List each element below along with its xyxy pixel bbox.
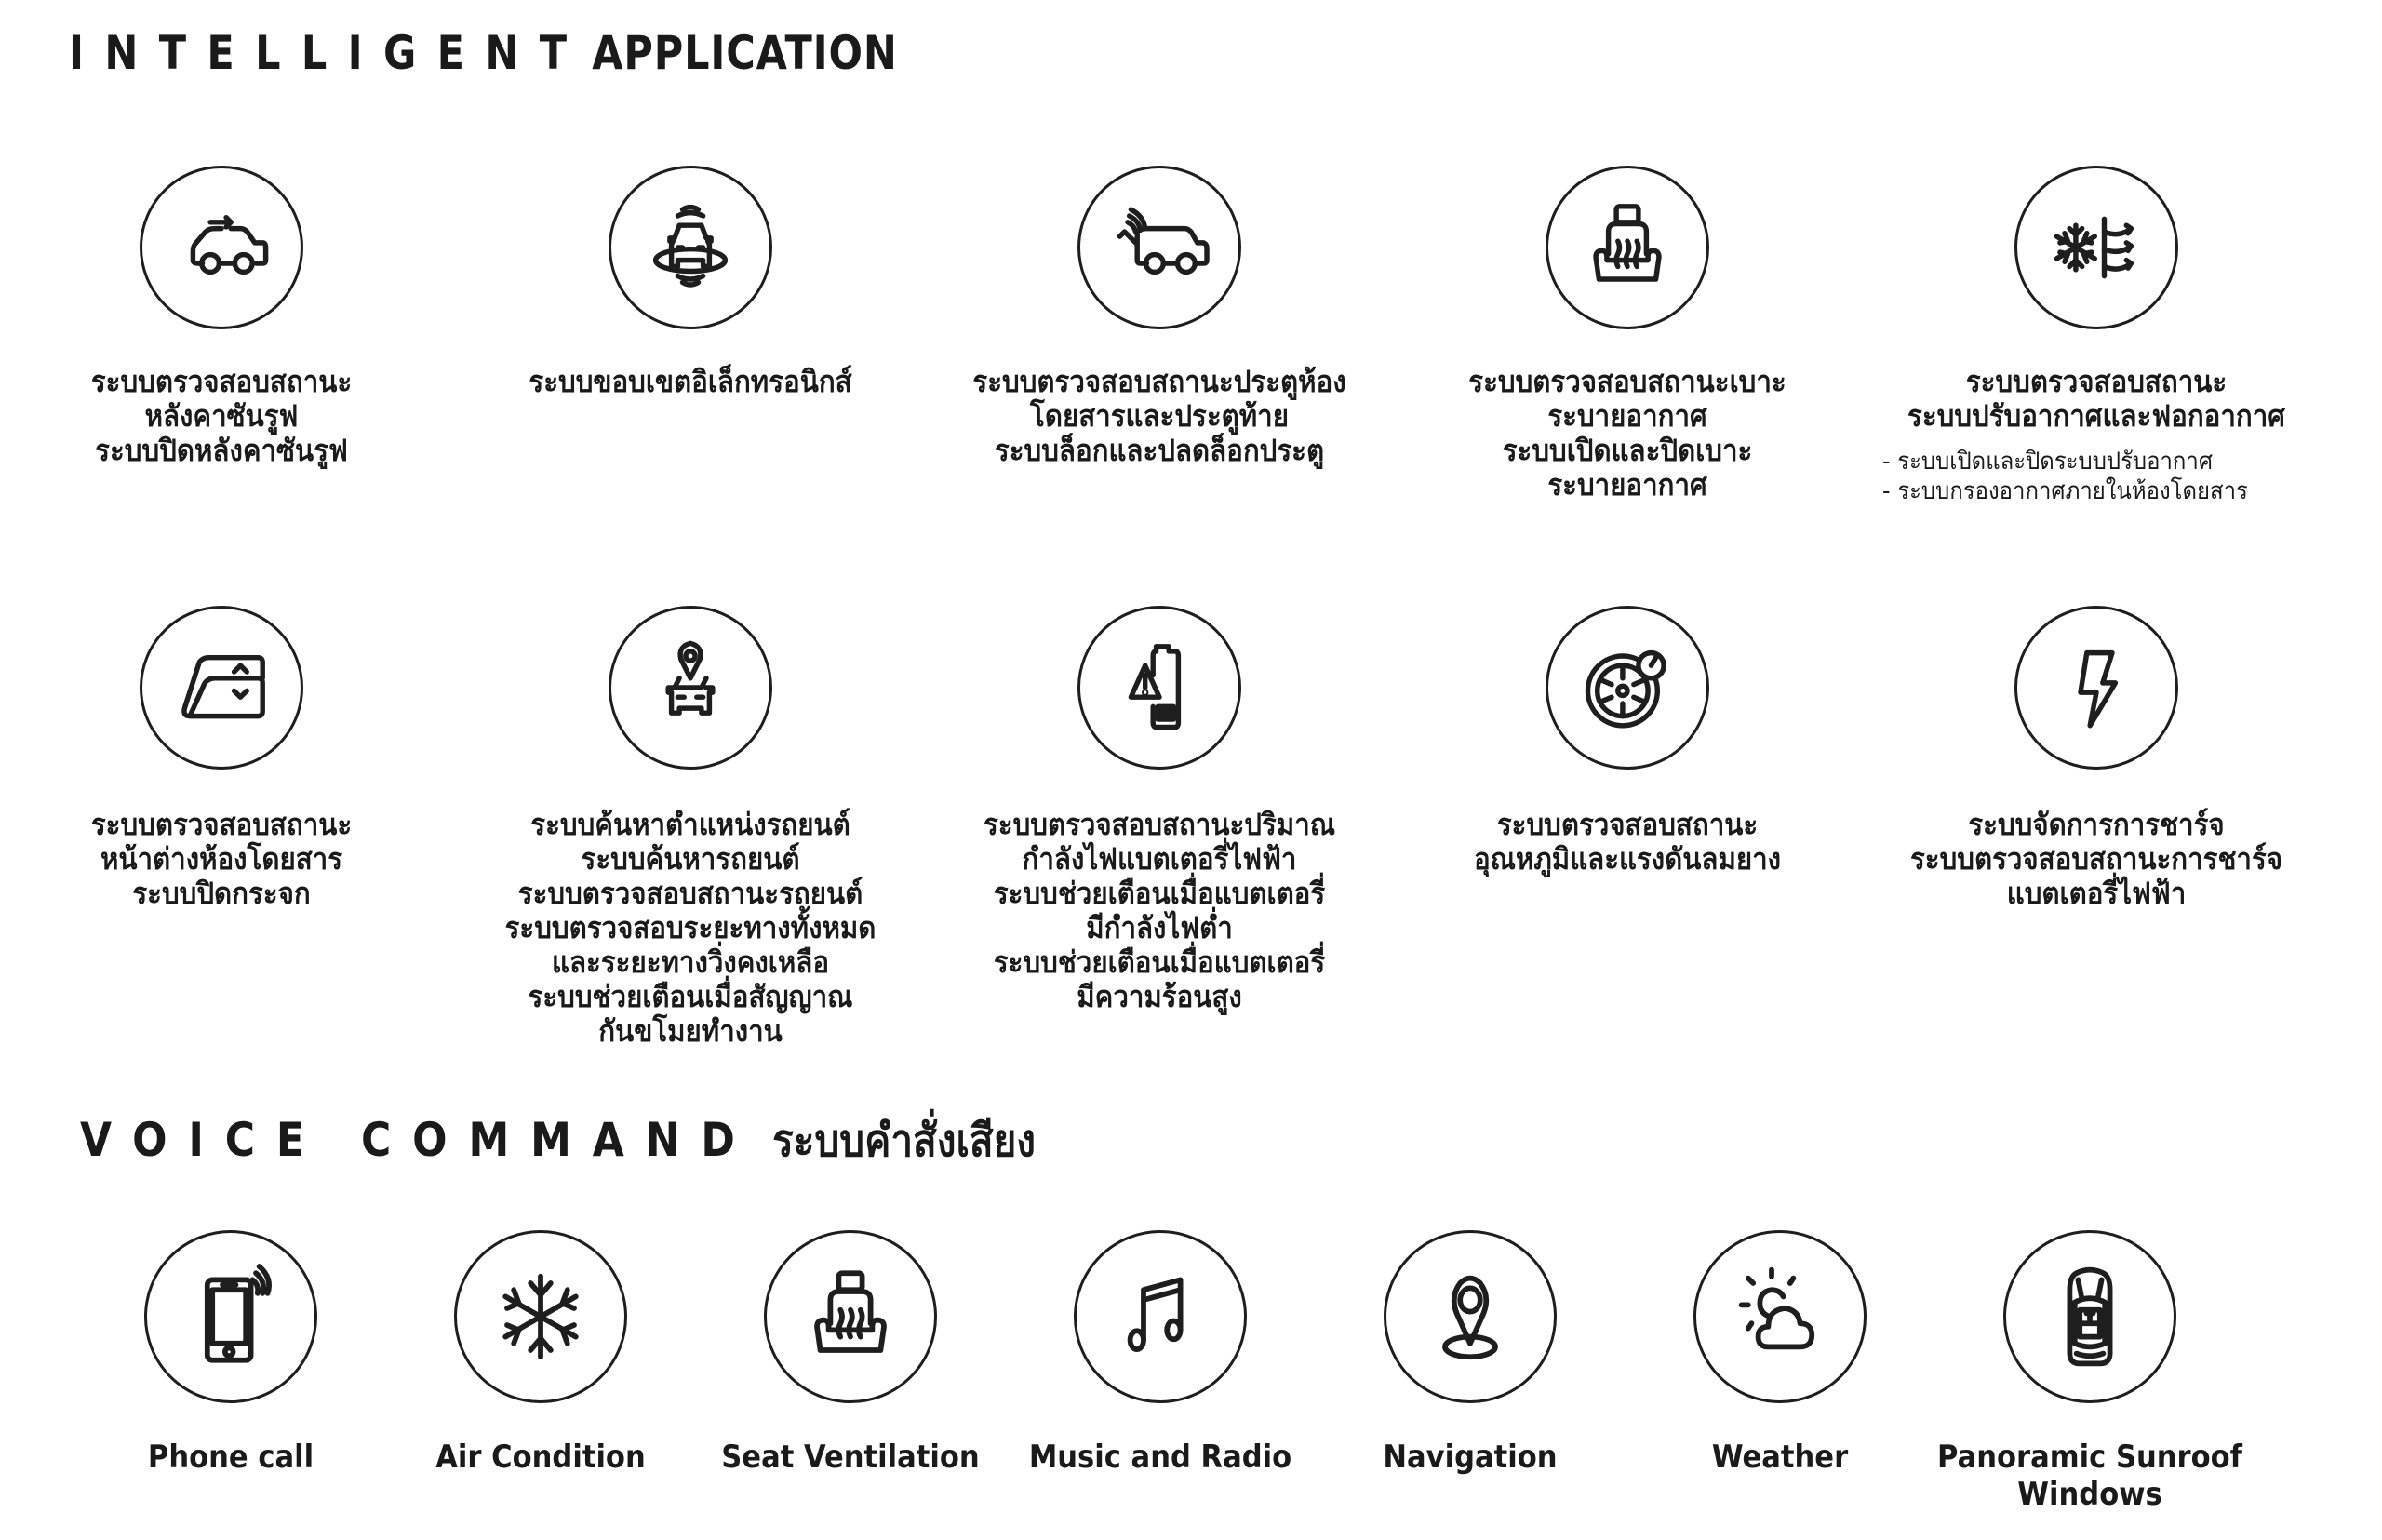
feature-label-line: ระบบช่วยเตือนเมื่อสัญญาณ <box>528 979 853 1014</box>
feature-label <box>937 808 1382 1014</box>
lightning-charge-icon <box>2017 609 2175 767</box>
feature-icon-circle <box>1546 166 1709 329</box>
feature-label-line: หลังคาซันรูฟ <box>144 398 299 434</box>
voice-command-label <box>1922 1439 2257 1513</box>
voice-command-label-line: Seat Ventilation <box>721 1439 980 1476</box>
feature-label-line: ระบบช่วยเตือนเมื่อแบตเตอรี่ <box>993 876 1326 911</box>
feature-label-line: ระบบตรวจสอบสถานะ <box>90 807 353 842</box>
title-spaced-word: INTELLIGENT <box>69 26 588 80</box>
snowflake-icon <box>457 1233 624 1400</box>
seat-ventilation-icon <box>1548 168 1706 327</box>
seat-ventilation-icon <box>767 1233 934 1400</box>
voice-command-label <box>1613 1439 1947 1476</box>
voice-command-label-line: Navigation <box>1383 1439 1558 1476</box>
voice-command-label-line: Panoramic Sunroof <box>1936 1439 2243 1476</box>
feature-label-line: ระบบตรวจสอบสถานะ <box>1965 364 2228 399</box>
feature-label <box>1874 808 2319 911</box>
voice-icon-circle <box>2003 1230 2176 1403</box>
feature-label <box>937 365 1382 468</box>
feature-label-line: โดยสารและประตูท้าย <box>1030 398 1289 434</box>
feature-label <box>468 808 913 1049</box>
battery-warning-icon <box>1080 609 1238 767</box>
car-location-icon <box>611 609 769 767</box>
feature-label-line: กำลังไฟแบตเตอรี่ไฟฟ้า <box>1022 841 1297 877</box>
title-spaced-word: VOICE COMMAND <box>80 1113 756 1167</box>
feature-label-line: ระบบตรวจสอบสถานะปริมาณ <box>983 807 1336 842</box>
voice-command-label <box>63 1439 398 1476</box>
feature-label-line: ระบบตรวจสอบสถานะรถยนต์ <box>517 876 863 911</box>
voice-command-label-line: Air Condition <box>435 1439 646 1476</box>
feature-label-line: หน้าต่างห้องโดยสาร <box>100 841 343 877</box>
title-thai-word: ระบบคำสั่งเสียง <box>772 1115 1037 1167</box>
feature-label-line: ระบายอากาศ <box>1547 398 1707 434</box>
feature-label-line: ระบายอากาศ <box>1547 467 1707 502</box>
voice-icon-circle <box>1384 1230 1557 1403</box>
window-control-icon <box>142 609 301 767</box>
feature-icon-circle <box>140 166 303 329</box>
feature-label <box>1874 365 2319 506</box>
feature-label-line: ระบบขอบเขตอิเล็กทรอนิกส์ <box>529 364 852 399</box>
feature-label-line: ระบบตรวจสอบสถานะเบาะ <box>1468 364 1786 399</box>
feature-label <box>0 365 444 468</box>
tire-pressure-icon <box>1548 609 1706 767</box>
feature-icon-circle <box>609 606 772 770</box>
feature-label-line: ระบบตรวจสอบสถานะการชาร์จ <box>1909 841 2283 877</box>
feature-icon-circle <box>2014 606 2178 770</box>
feature-icon-circle <box>1077 166 1241 329</box>
voice-icon-circle <box>144 1230 317 1403</box>
voice-icon-circle <box>764 1230 937 1403</box>
feature-label <box>1405 808 1850 877</box>
voice-command-label <box>993 1439 1328 1476</box>
air-purifier-icon <box>2017 168 2175 327</box>
feature-label-line: ระบบค้นหาตำแหน่งรถยนต์ <box>530 807 850 842</box>
feature-label-line: ระบบตรวจสอบสถานะประตูห้อง <box>972 364 1346 399</box>
feature-label-line: ระบบค้นหารถยนต์ <box>581 841 800 877</box>
car-door-lock-icon <box>1080 168 1238 327</box>
feature-label-line: มีกำลังไฟต่ำ <box>1086 910 1233 945</box>
feature-label-line: ระบบล็อกและปลดล็อกประตู <box>994 433 1325 468</box>
feature-icon-circle <box>609 166 772 329</box>
feature-label-line: และระยะทางวิ่งคงเหลือ <box>552 944 829 980</box>
feature-label-line: ระบบปิดกระจก <box>132 876 311 911</box>
section-title-voice-command <box>80 1105 1036 1176</box>
feature-label-line: ระบบปรับอากาศและฟอกอากาศ <box>1907 398 2285 434</box>
section-title-intelligent-application <box>69 26 898 80</box>
feature-label-line: ระบบจัดการการชาร์จ <box>1968 807 2225 842</box>
car-geofence-icon <box>611 168 769 327</box>
feature-sub-item: - ระบบกรองอากาศภายในห้องโดยสาร <box>1882 477 2248 505</box>
voice-command-label-line: Weather <box>1711 1439 1849 1476</box>
voice-command-label <box>373 1439 708 1476</box>
feature-label-line: ระบบตรวจสอบสถานะ <box>1496 807 1759 842</box>
voice-command-label-line: Phone call <box>147 1439 314 1476</box>
feature-sub-item: - ระบบเปิดและปิดระบบปรับอากาศ <box>1882 448 2214 475</box>
feature-icon-circle <box>140 606 303 770</box>
feature-label-line: ระบบช่วยเตือนเมื่อแบตเตอรี่ <box>993 944 1326 980</box>
voice-icon-circle <box>454 1230 627 1403</box>
feature-icon-circle <box>1546 606 1709 770</box>
music-note-icon <box>1077 1233 1244 1400</box>
feature-label-line: แบตเตอรี่ไฟฟ้า <box>2006 876 2187 911</box>
feature-label-line: อุณหภูมิและแรงดันลมยาง <box>1473 841 1782 877</box>
phone-call-icon <box>147 1233 314 1400</box>
map-pin-icon <box>1386 1233 1554 1400</box>
voice-command-label <box>1303 1439 1638 1476</box>
feature-label <box>1405 365 1850 502</box>
voice-command-label-line: Windows <box>2017 1476 2162 1513</box>
voice-command-label-line: Music and Radio <box>1028 1439 1292 1476</box>
car-sunroof-top-icon <box>2006 1233 2174 1400</box>
voice-icon-circle <box>1074 1230 1247 1403</box>
feature-sub-list <box>1874 447 2319 506</box>
feature-label-line: กันขโมยทำงาน <box>598 1013 783 1049</box>
feature-label-line: ระบบปิดหลังคาซันรูฟ <box>95 433 348 468</box>
voice-command-label <box>683 1439 1018 1476</box>
voice-icon-circle <box>1693 1230 1867 1403</box>
feature-label <box>0 808 444 911</box>
feature-label-line: ระบบตรวจสอบสถานะ <box>90 364 353 399</box>
feature-icon-circle <box>2014 166 2178 329</box>
weather-sun-cloud-icon <box>1696 1233 1864 1400</box>
feature-label-line: ระบบเปิดและปิดเบาะ <box>1502 433 1753 468</box>
feature-label <box>468 365 913 399</box>
title-plain-word: APPLICATION <box>592 26 898 80</box>
feature-icon-circle <box>1077 606 1241 770</box>
car-sunroof-icon <box>142 168 301 327</box>
feature-label-line: ระบบตรวจสอบระยะทางทั้งหมด <box>504 910 877 945</box>
feature-label-line: มีความร้อนสูง <box>1077 979 1242 1014</box>
